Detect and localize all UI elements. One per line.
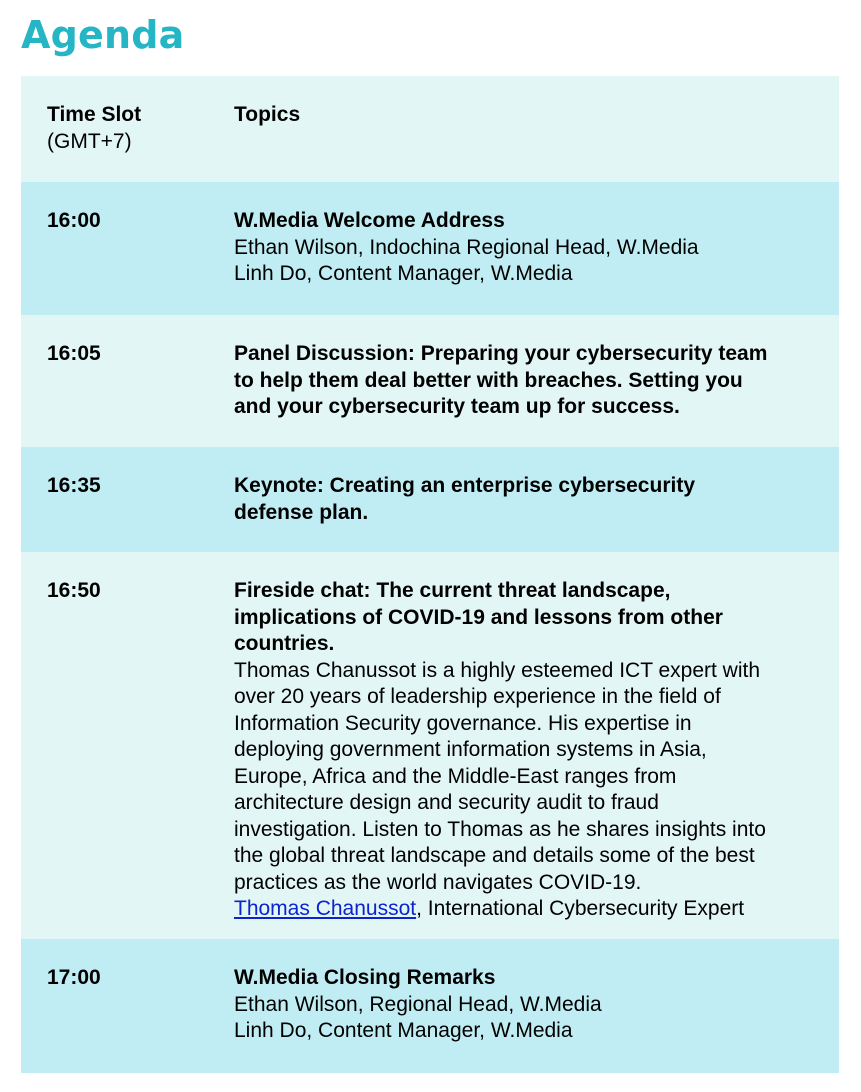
session-topic <box>234 341 839 421</box>
speaker-line: Linh Do, Content Manager, W.Media <box>234 1019 573 1042</box>
session-topic <box>234 965 839 1047</box>
session-time: 17:00 <box>47 966 101 989</box>
table-row <box>21 939 839 1073</box>
session-title-line: implications of COVID-19 and lessons from other <box>234 605 723 629</box>
session-description-line: Europe, Africa and the Middle-East ranges from <box>234 764 677 788</box>
speaker-line: Ethan Wilson, Indochina Regional Head, W.Media <box>234 235 699 259</box>
table-row <box>21 315 839 447</box>
session-description-line: deploying government information systems in Asia, <box>234 738 707 761</box>
session-title: W.Media Welcome Address <box>234 209 505 232</box>
session-time: 16:50 <box>47 579 101 602</box>
session-description-line: Thomas Chanussot is a highly esteemed ICT expert with <box>234 658 761 682</box>
session-description-line: architecture design and security audit to fraud <box>234 791 659 814</box>
speaker-role: , International Cybersecurity Expert <box>416 897 745 920</box>
speaker-credit <box>234 896 821 923</box>
session-topic <box>234 208 839 289</box>
session-title-line: countries. <box>234 632 335 655</box>
session-title-line: Keynote: Creating an enterprise cybersecurity <box>234 474 695 497</box>
table-row <box>21 447 839 552</box>
session-description-line: investigation. Listen to Thomas as he shares insights into <box>234 817 766 841</box>
page-title: Agenda <box>21 13 185 57</box>
table-row <box>21 182 839 315</box>
session-description-line: practices as the world navigates COVID-19. <box>234 870 642 894</box>
time-slot-label: Time Slot <box>47 103 142 126</box>
agenda-table <box>21 76 839 1073</box>
topics-label: Topics <box>234 103 301 126</box>
session-time: 16:00 <box>47 209 101 232</box>
session-title: W.Media Closing Remarks <box>234 966 496 989</box>
speaker-profile-link[interactable]: Thomas Chanussot <box>234 897 417 920</box>
session-description-line: over 20 years of leadership experience in the field of <box>234 685 721 708</box>
session-topic <box>234 473 839 526</box>
session-title-line: defense plan. <box>234 500 369 524</box>
time-slot-header <box>21 102 234 158</box>
session-description-line: the global threat landscape and details some of the best <box>234 844 755 867</box>
session-time: 16:35 <box>47 474 101 497</box>
table-row <box>21 552 839 939</box>
speaker-line: Ethan Wilson, Regional Head, W.Media <box>234 992 602 1016</box>
session-topic <box>234 578 839 920</box>
topics-header <box>234 102 839 158</box>
session-title-line: Panel Discussion: Preparing your cybersecurity team <box>234 342 768 365</box>
table-header-row <box>21 76 839 182</box>
session-title-line: to help them deal better with breaches. Setting you <box>234 368 743 392</box>
session-time: 16:05 <box>47 342 101 365</box>
session-title-line: Fireside chat: The current threat landscape, <box>234 579 671 602</box>
session-title-line: and your cybersecurity team up for success. <box>234 395 680 418</box>
session-description-line: Information Security governance. His expertise in <box>234 711 692 735</box>
timezone-label: (GMT+7) <box>47 129 132 153</box>
speaker-line: Linh Do, Content Manager, W.Media <box>234 262 573 285</box>
